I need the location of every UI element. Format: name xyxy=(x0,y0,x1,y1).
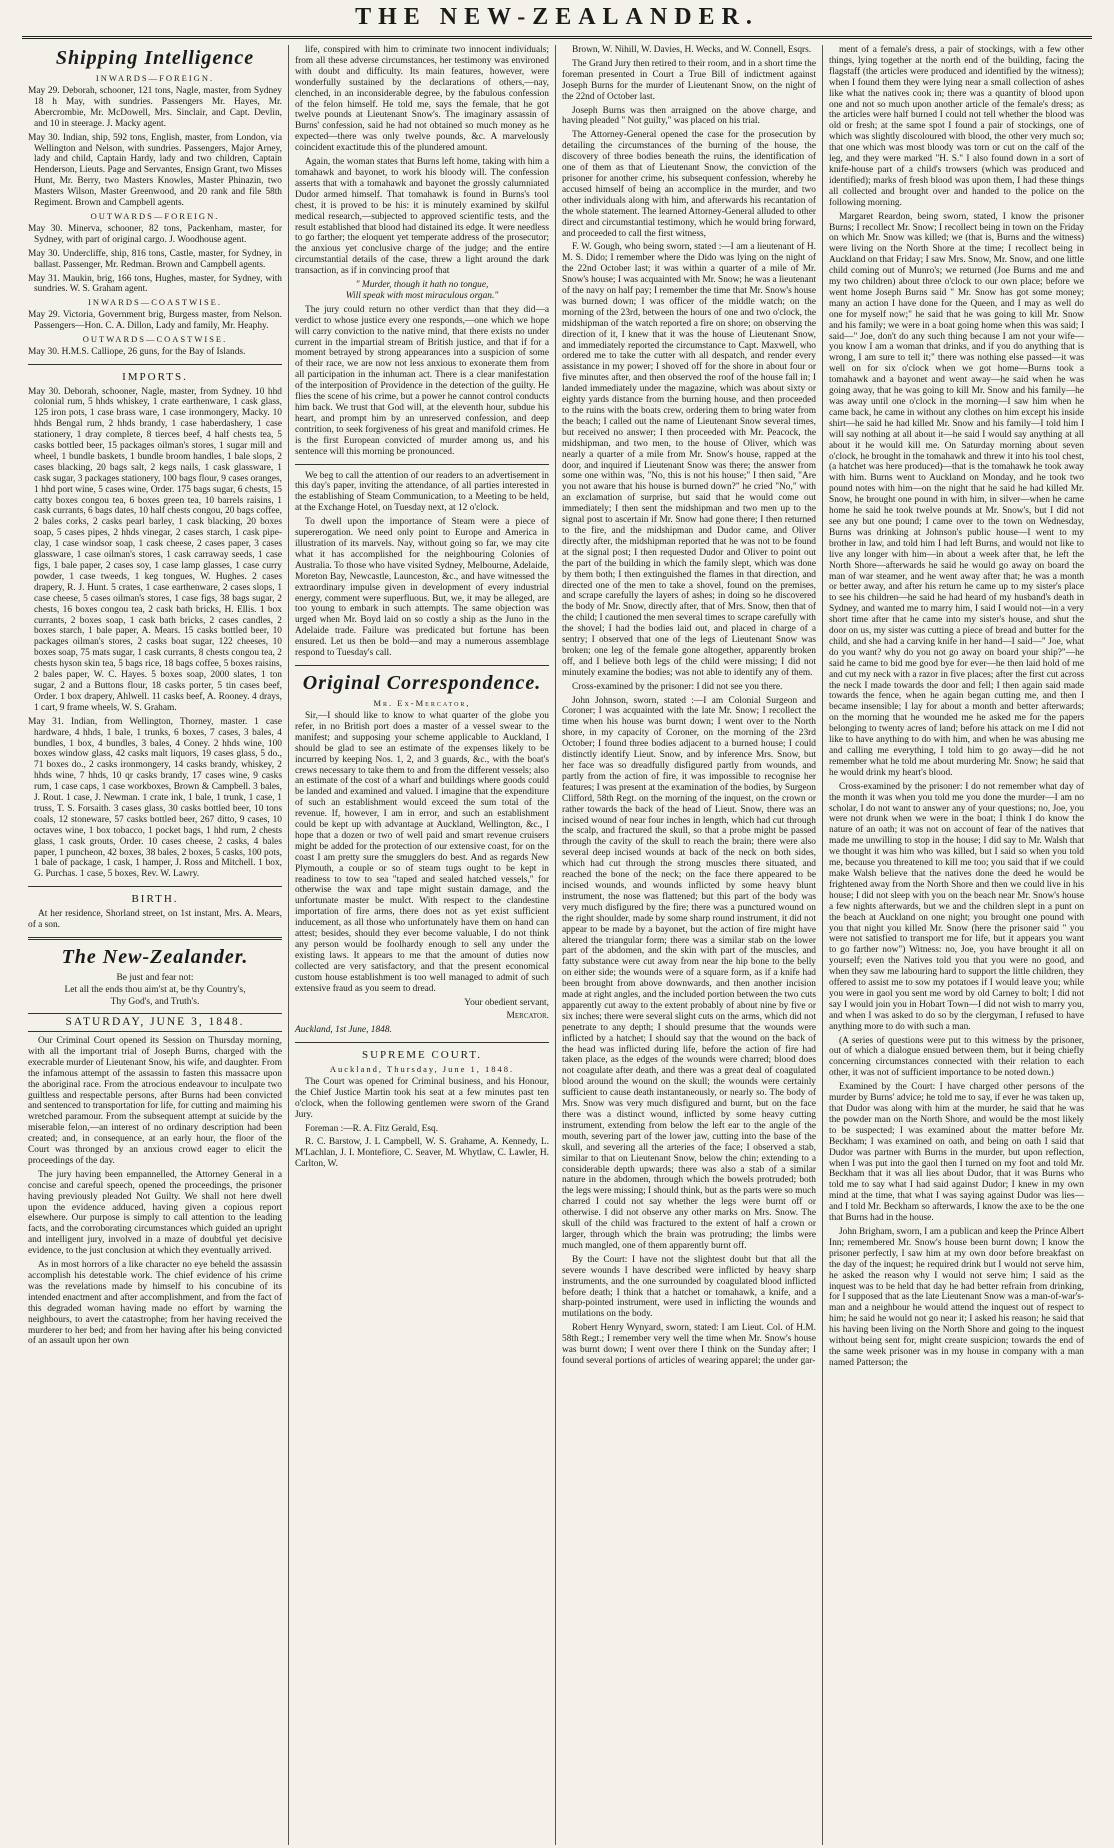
paragraph: May 29. Victoria, Government brig, Burgess master, from Nelson. Passengers—Hon. C. A. Dillon, Lady and family, Mr. Heaphy. xyxy=(28,310,282,332)
paragraph: May 30. Indian, ship, 592 tons, English, master, from London, via Wellington and Nelson, with sundries. Passengers, Major Arney, lady and child, Captain Hardy, lady and two children, Captain Henderson, Lieuts. Page and Servantes, Ensign Grant, two Misses Hunt, Mr. Berry, two Masters Knowles, Master Phinazin, two Masters Wilson, Master Greenwood, and 20 rank and file 58th Regiment. Brown and Campbell agents. xyxy=(28,132,282,209)
column-2 xyxy=(289,45,556,1845)
paragraph: Cross-examined by the prisoner: I did not see you there. xyxy=(572,681,783,692)
paragraph: John Brigham, sworn, I am a publican and keep the Prince Albert Inn; remembered Mr. Snow's house been burnt down; I know the prisoner perfectly, I saw him at my own door before breakfast on the day of the inquest; he required drink but I would not serve him, he asked the reason why I would not serve him; I said as the inquest was to be held that day he had better refrain from drinking, for I supposed that as the late Lieutenant Snow was a man-of-war's-man and a neighbour he would attend the inquest out of respect to him; he said he would not go near it; I asked his reason; he said that his having been living on the North Shore and going to the inquest without being sent for, might create suspicion; towards the end of the same week prisoner was in my house in company with a man named Patterson; the xyxy=(829,1226,1084,1368)
correspondence-date: Auckland, 1st June, 1848. xyxy=(295,1025,392,1036)
verse-line: " Murder, though it hath no tongue, xyxy=(355,280,489,291)
correspondence-close: Your obedient servant, xyxy=(464,997,549,1008)
masthead: THE NEW-ZEALANDER. xyxy=(22,0,1092,39)
court-report xyxy=(562,45,816,1367)
column-4 xyxy=(823,45,1090,1845)
columns xyxy=(22,45,1092,1845)
motto-line: Be just and fear not: xyxy=(116,973,194,984)
paragraph: As in most horrors of a like character no eye beheld the assassin accomplish his detestable work. The chief evidence of his crime was the revelations made by himself to his concubine of its intended enactment and after accomplishment, and from the fact of this degraded woman having made no effort by warning the neighbours, to avert the catastrophe; from her having received the murderer to her bed; and from her having after his being convicted of an assault upon her own xyxy=(28,1260,282,1347)
divider xyxy=(28,886,282,887)
paragraph: May 31. Maukin, brig, 166 tons, Hughes, master, for Sydney, with sundries. W. S. Graham agent. xyxy=(28,273,282,295)
paragraph: May 30. Minerva, schooner, 82 tons, Packenham, master, for Sydney, with part of original cargo. J. Woodhouse agent. xyxy=(28,223,282,245)
birth-notice: At her residence, Shorland street, on 1st instant, Mrs. A. Mears, of a son. xyxy=(28,909,282,930)
imports-head: IMPORTS. xyxy=(122,370,188,383)
divider xyxy=(28,364,282,365)
paragraph: Examined by the Court: I have charged other persons of the murder by Burns' advice; he told me to say, if ever he was taken up, that Dudor was along with him at the murder, he said that he was the powder man on the North Shore, and would be the most likely to be suspected; I was examined about the matter before Mr. Beckham; I was examined on oath, and being on oath I said that Dudor was partner with Burns in the murder, but upon reflection, when I was put into the gaol then I turned on my foot and told Mr. Beckham that it was all lies about Dudor, that it was Burns who told me to say what I had said against Dudor; I knew in my own mind at the time, that what I was saying against Dudor was lies—and I told Mr. Beckham so afterwards, I know the axe to be the one that Burns had in the house. xyxy=(829,1082,1084,1224)
paragraph: The Attorney-General opened the case for the prosecution by detailing the circumstances of the burning of the house, the discovery of three bodies beneath the ruins, the identification of one of them as that of Lieutenant Snow, the conviction of the prisoner for another crime, his subsequent confession, whereby he accused himself of being an accomplice in the murder, and two other individuals along with him, and afterwards his recantation of the whole statement. The learned Attorney-General alluded to other direct and circumstantial testimony, which he would bring forward, and proceeded to call the first witness, xyxy=(562,130,816,239)
paragraph: To dwell upon the importance of Steam were a piece of supererogation. We need only point to Europe and America in illustration of its marvels. Nay, without going so far, we may cite what it has accomplished for the neighbouring Colonies of Australia. To those who have visited Sydney, Melbourne, Adelaide, Moreton Bay, Newcastle, Launceston, &c., and have witnessed the extraordinary impulse given in development of every industrial energy, comment were superfluous. But, we, it may be alleged, are too young to embark in such attempts. The same objection was urged when Mr. Boyd laid on so costly a ship as the Juno in the Adelaide trade. Failure was predicated but fortune has been ensured. Let us then be bold—and may a numerous assemblage respond to Tuesday's call. xyxy=(295,517,549,659)
paragraph: life, conspired with him to criminate two innocent individuals; from all these adverse circumstances, her testimony was environed with doubt and difficulty. Its main features, however, were wonderfully sustained by the declarations of others,—nay, clenched, in an inconsiderable degree, by the fabulous confession of the felon himself. He told me, says the female, that he got twelve pounds at Lieutenant Snow's. The imaginary assassin of Burns' confession, said he had not obtained so much money as he expected—there was only twelve pounds, &c. A marvelously coincident exactitude this of the plundered amount. xyxy=(295,45,549,154)
outwards-foreign-list xyxy=(28,224,282,295)
editorial xyxy=(28,1036,282,1347)
steam-article xyxy=(295,471,549,659)
paragraph: Brown, W. Nihill, W. Davies, H. Wecks, and W. Connell, Esqrs. xyxy=(572,45,812,55)
inwards-coast-list xyxy=(28,310,282,332)
paragraph: May 30. Deborah, schooner, Nagle, master, from Sydney. 10 hhd colonial rum, 5 hhds whiskey, 1 crate earthenware, 1 cask glass, 125 iron pots, 1 case brass ware, 1 case ironmongery, Macky. 10 hhds Bengal rum, 2 hhds brandy, 1 case haberdashery, 1 case stationery, 1 dray complete, 8 tierces beef, 4 half chests tea, 5 casks bottled beer, 15 packages oilman's stores, 1 sugar mill and wheel, 1 bundle baskets, 1 bundle broom handles, 1 bale slops, 2 cases blacking, 20 bags salt, 2 kegs nails, 1 cask glassware, 1 cask sugar, 3 packages stationery, 100 bags flour, 9 cases oranges, 1 hhd port wine, 5 cases wine, Order. 175 bags sugar, 6 chests, 15 catty boxes congou tea, 6 boxes green tea, 10 barrels raisins, 1 cask currants, 6 bags dates, 10 half chests congou, 20 bags coffee, 2 bales corks, 2 casks pearl barley, 1 cask blacking, 20 boxes soap, 5 cases pipes, 2 hhds vinegar, 2 cases starch, 1 cask pipe-clay, 1 case windsor soap, 1 cask cheese, 2 cases paper, 3 cases glassware, 1 case oilman's stores, 1 cask carraway seeds, 1 case figs, 1 bale paper, 2 cases soy, 1 case lamp glasses, 1 case curry powder, 1 case tweeds, 1 keg tongues, W. Hughes. 2 cases drapery, R. J. Hunt. 5 crates, 1 case earthenware, 2 cases slops, 1 case cheese, 5 cases oilman's stores, 1 case figs, 38 bags sugar, 2 chests, 16 boxes congou tea, 2 cask bath bricks, H. Ellis. 1 box currants, 2 boxes soap, 1 cask bath bricks, 2 cases candles, 2 boxes starch, 1 bale paper, A. Mears. 15 casks bottled beer, 10 packages oilman's stores, 2 casks boat sugar, 122 cheeses, 10 boxes soap, 75 mats sugar, 1 cask currants, 8 chests congou tea, 2 chests hyson skin tea, 5 bags rice, 18 bags coffee, 5 boxes raisins, 2 bales paper, W. C. Hayes. 5 boxes soap, 2000 slates, 1 ton sugar, 2 and a Buttons flour, 18 casks porter, 5 tin cases beef, Order. 1 box drapery, Ahlwell. 11 casks beef, A. Rooney. 4 drays, 1 cart, 9 frame wheels, W. S. Graham. xyxy=(28,386,282,713)
imports-list xyxy=(28,387,282,881)
verse-line: Will speak with most miraculous organ." xyxy=(345,290,499,301)
divider xyxy=(295,665,549,666)
paragraph: Sir,—I should like to know to what quarter of the globe you refer, in no British port does a master of a vessel swear to the manifest; and supposing your scheme applicable to Auckland, I should be glad to see an estimate of the expenses likely to be incurred by keeping Nos. 1, 2, and 3 guards, &c., with the boat's crews necessary to take them to and from the different vessels; also an estimate of the cost of a wharf and buildings where goods could be landed and examined and valued. I imagine that the expenditure of such an establishment would exceed the sum total of the revenue. If, however, I am in error, and such an establishment could be kept up with advantage at Auckland, Wellington, &c., I hope that a dozen or two of well paid and smart revenue cruisers might be added for the protection of our extensive coast, for on the coast I am pretty sure the smugglers do best. And as regards New Plymouth, a couple or so of steam tugs ought to be kept in readiness to tow to sea "taped and sealed hatched vessels," for otherwise the wax and tape might sustain damage, and the unfortunate master be mulct. With respect to the clandestine importation of fire arms, there does not as yet exist sufficient inducement, as all those who unfortunately have them on hand can attest; besides, should they ever become valuable, I do not think any person would be foolhardy enough to sell any under the existing laws. It appears to me that the amount of duties now collected are very satisfactory, and that the present economical custom house establishment is too well managed to admit of such extensive fraud as you seem to dread. xyxy=(295,710,549,994)
column-3 xyxy=(556,45,823,1845)
paragraph: The Grand Jury then retired to their room, and in a short time the foreman presented in Court a True Bill of indictment against Joseph Burns for the murder of Lieutenant Snow, on the night of the 22nd of October last. xyxy=(562,58,816,102)
paragraph: Robert Henry Wynyard, sworn, stated: I am Lieut. Col. of H.M. 58th Regt.; I remember very well the time when Mr. Snow's house was burnt down; I went over there I think on the Sunday after; I found several portions of articles of wearing apparel; the under gar- xyxy=(562,1323,816,1366)
paragraph: The Court was opened for Criminal business, and his Honour, the Chief Justice Martin took his seat at a few minutes past ten o'clock, when the following gentlemen were sworn of the Grand Jury. xyxy=(295,1076,549,1120)
correspondence-body xyxy=(295,711,549,995)
court-title: SUPREME COURT. xyxy=(361,1049,483,1062)
editorial-continued xyxy=(295,45,549,277)
outwards-foreign-head: OUTWARDS—FOREIGN. xyxy=(90,211,220,222)
court-report-continued xyxy=(829,45,1084,1369)
paragraph: May 31. Indian, from Wellington, Thorney, master. 1 case hardware, 4 hhds, 1 bale, 1 trunks, 6 boxes, 7 cases, 3 bales, 4 bundles, 1 box, 4 bundles, 3 bales, 4 Coney. 2 hhds wine, 100 boxes window glass, 42 casks malt liquors, 19 cases glass, 5 do., 71 boxes do., 2 casks ironmongery, 14 casks brandy, whiskey, 2 hhds wine, 7 hhds, 10 qr casks brandy, 17 cases wine, 9 casks rum, 1 case caps, 1 case workboxes, Brown & Campbell. 3 bales, J. Rout. 1 case, J. Newman. 1 crate ink, 1 bale, 1 trunk, 1 case, 1 truss, T. S. Forsaith. 3 cases glass, 30 casks bottled beer, 10 tons coals, 12 stoneware, 57 casks bottled beer, 267 ditto, 9 cases, 10 octaves wine, 1 box tobacco, 1 pocket bags, 1 hhd rum, 2 chests glass, 1 cask grouts, Order. 10 cases cheese, 2 casks, 4 bales paper, 1 puncheon, 42 boxes, 38 bales, 2 boxes, 5 casks, 100 pots, 1 bale of package, 1 cask, 1 hamper, J. Ross and Mitchell. 1 box, G. Purchas. 1 case, 5 boxes, Rev. W. Lawry. xyxy=(28,716,282,880)
paragraph: May 30. Undercliffe, ship, 816 tons, Castle, master, for Sydney, in ballast. Passenger, Mr. Redman. Brown and Campbell agents. xyxy=(28,248,282,270)
correspondence-signature: Mercator. xyxy=(506,1011,549,1022)
paragraph: Again, the woman states that Burns left home, taking with him a tomahawk and bayonet, to work his bloody will. The confession asserts that with a tomahawk and bayonet the grossly calumniated Dudor armed himself. That tomahawk is found in Burns's tool chest, it is proved to be his: it is minutely examined by skilful medical research,—subjected to approved scientific tests, and the result established that blood had distained its edge. It were needless to go farther; the eloquent yet temperate address of the prosecutor; the anxious yet conclusive charge of the judge; and the entire circumstantial details of the case, threw a light around the dark transaction, as if in convincing proof that xyxy=(295,157,549,277)
shipping-title: Shipping Intelligence xyxy=(55,47,255,69)
divider xyxy=(295,1042,549,1043)
outwards-coast-head: OUTWARDS—COASTWISE. xyxy=(82,333,228,344)
paragraph: We beg to call the attention of our readers to an advertisement in this day's paper, inviting the attendance, of all parties interested in the establishing of Steam Communication, to a Meeting to be held, at the Exchange Hotel, on Tuesday next, at 12 o'clock. xyxy=(295,470,549,514)
column-1 xyxy=(22,45,289,1845)
correspondence-title: Original Correspondence. xyxy=(302,671,542,694)
paragraph: John Johnson, sworn, stated :—I am Colonial Surgeon and Coroner; I was acquainted with the late Mr. Snow; I recollect the time when his house was burnt down; I went over to the North shore, in my capacity of Coroner, on the morning of the 23rd October; I found three bodies adjacent to a burned house; I could distinctly identify Lieut. Snow, and by inference Mrs. Snow, but her face was so dreadfully disfigured partly from wounds, and partly from the action of fire, it was impossible to recognise her features; I was present at the examination of the bodies, by Surgeon Clifford, 58th Regt. on the morning of the inquest, on the crown or rather towards the back of the head of Lieut. Snow, there was an incised wound of near four inches in length, which had cut through the scalp, and fractured the skull, so that a probe might be passed through the cavity of the skull to reach the brain; there were also several deep incised wounds at back of the neck on both sides, which had cut through the strong muscles there situated, and reached the bone of the neck; on the face there appeared to be incised wounds, and wounds inflicted by some heavy blunt instrument, the nose was flattened; but this part of the body was very much disfigured by the fire; there was a punctured wound on the right shoulder, made by some sharp round instrument, it did not appear to be made by a bayonet, but the action of fire might have altered the triangular form; there was a similar stab on the lower part of the abdomen, and the skin with part of the muscles, and fatty substance were cut away from near the hip bone to the belly on either side; the wounds were of a square form, as if a knife had been brought from above downwards, and then another incision made at right angles, and the included portion between the two cuts apparently cut away to the extent probably of about nine by five or six inches; there were several slight cuts on the arms, which did not penetrate to any depth; I should presume that the wounds were inflicted by a hatchet; I should say that the wound on the back of the head was inflicted during life, before the action of fire had taken place, as the edges of the wounds were charred; blood does not coagulate after death, and there was a great deal of coagulated blood around the wound on the skull; the wounds were certainly sufficient to cause death instantaneously, or nearly so. The body of Mrs. Snow was very much disfigured and burnt, but on the face there was a distinct wound, inflicted by some heavy cutting instrument, extending from below the left ear to the angle of the mouth, severing part of the lower jaw, cutting into the base of the skull, and severing all the arteries of the face; I observed a stab, similar to that on Lieutenant Snow, below the chin; extending to a considerable depth upwards; there was also a stab of a similar nature in the abdomen, through which the bowels protruded; both the legs were missing; I should think, but as the parts were so much charred I could not say whether the legs were burnt off or otherwise. I did not observe any other marks on Mrs. Snow. The skull of the child was fractured to the extent of half a crown or larger, through which the brain was protruding; the limbs were much mangled, one of them apparently burnt off. xyxy=(562,695,816,1251)
birth-head: BIRTH. xyxy=(131,893,179,906)
court-dateline: Auckland, Thursday, June 1, 1848. xyxy=(329,1064,515,1075)
paragraph: The jury having been empannelled, the Attorney General in a concise and careful speech, opened the proceedings, the prisoner having previously pleaded Not Guilty. We shall not here dwell upon the evidence adduced, having given a copious report elsewhere. Our purpose is simply to call attention to the leading facts, and the corroborating circumstances which guided an upright and intelligent jury, involved in a maze of doubtful yet decisive evidence, to the just conclusion at which they eventually arrived. xyxy=(28,1169,282,1257)
inwards-foreign-list xyxy=(28,86,282,209)
paragraph: The jury could return no other verdict than that they did—a verdict to whose justice every one responds,—one which we hope will carry conviction to the native mind, that there exists no under current in the impartial stream of British justice, and that if for a moment betrayed by strong appearances into a suspicion of some of their race, we are now not less anxious to exonerate them from all participation in the inhuman act. There is a clear manifestation of the interposition of Providence in the detection of the guilty. He flies the scene of his crime, but a power he cannot control conducts him back. We trust that God will, at the eleventh hour, subdue his heart, and prompt him by an unreserved confession, and deep contrition, to seek forgiveness of his great and manifold crimes. He is the first European convicted of murder among us, and his sentence will this morning be pronounced. xyxy=(295,304,549,457)
paragraph: By the Court: I have not the slightest doubt but that all the severe wounds I have described were inflicted by heavy sharp instruments, and the one surrounded by coagulated blood inflicted before death; I think that a hatchet or tomahawk, a knife, and a sharp-pointed instrument, were used in inflicting the wounds and mutilations on the body. xyxy=(562,1254,816,1320)
outwards-coast-list xyxy=(28,347,282,358)
correspondence-salutation: Mr. Ex-Mercator, xyxy=(373,698,471,709)
paragraph: F. W. Gough, who being sworn, stated :—I am a lieutenant of H. M. S. Dido; I remember where the Dido was lying on the night of the 22nd October last; it was within a quarter of a mile of Mr. Snow's house; I was acquainted with Mr. Snow; he was a lieutenant of the navy on half pay; I remember the time that Mr. Snow's house was burned down; I was officer of the middle watch; on the morning of the 23rd, between the hours of one and two o'clock, the midshipman of the watch reported a fire on shore; on observing the direction of it, I knew that it was the house of Lieutenant Snow, and immediately reported the circumstance to Capt. Maxwell, who ordered me to take the cutter with all despatch, and render every assistance in my power; I shoved off for the shore in about four or five minutes after, and then observed the roof of the house fall in; I landed immediately under the magazine, which was about sixty or eighty yards distance from the burning house, and then proceeded to the ruins with the boats crew, ordering them to bring water from the beach; I called out the name of Lieutenant Snow several times, but received no answer; I then proceeded with Mr. Peacock, the midshipman, and two men, to the house of Oliver, which was nearly a quarter of a mile from Mr. Snow's house, rapped at the door, and inquired if Lieutenant Snow was there; the answer from some one within was, "No, this is not his house;" I then said, "Are you not aware that his house is burned down?" he cried "No," with an exclamation of surprise, but said that he would come out immediately; I then sent the midshipman and two men up to the signal post to ascertain if Mr. Snow had gone there; I then returned to the fire, and the midshipman and Dudor came, and Oliver directly after, the midshipman reported that he was not to be found at the signal post; I then requested Dudor and Oliver to point out the part of the building in which the family slept, which was done by them both; I then extinguished the flames in that direction, and directed one of the men to take a shovel, found on the premises, and scrape carefully the layers of ashes; in doing so he discovered the body of Mr. Snow, directly after, that of Mrs. Snow, then that of the child; I cautioned the men several times to scrape carefully with the shovel; I had the bodies laid out, and placed in charge of a sentry; I observed that one of the legs of Lieutenant Snow was broken; one leg of the female gone altogether, apparently broken off, and I believe both legs of the child were missing; I did not minutely examine the bodies; was not able to identify any of them. xyxy=(562,242,816,678)
paragraph: R. C. Barstow, J. L Campbell, W. S. Grahame, A. Kennedy, L. M'Lachlan, J. I. Montefiore, C. Seaver, M. Whytlaw, C. Lawler, H. Carlton, W. xyxy=(295,1137,549,1170)
inwards-coast-head: INWARDS—COASTWISE. xyxy=(88,297,222,308)
paragraph: Margaret Reardon, being sworn, stated, I know the prisoner Burns; I recollect Mr. Snow; I recollect being in town on the Friday on which Mr. Snow was killed; we (that is, Burns and the witness) were living on the North Shore at the time; I recollect being in Auckland on that Friday; I saw Mrs. Snow, Mr. Snow, and one little child coming out of Munro's; we returned (Joe Burns and me and my two children) about three o'clock to our own place; before we went home Joseph Burns said " Mr. Snow has got some money; many an action I have done for the Queen, and I may as well do one for myself now;" he said that he was going to kill Mr. Snow and his family; we were in a boat going home when this was said; I said—" Joe, don't do any such thing because I am not your wife—you know I am a woman that drinks, and if you do anything that is wrong, I am sure to tell it;" there was nothing else passed—it was well on for six o'clock when we got home—Burns took a tomahawk and a bayonet and went away—he said when he was going away, that he was going to kill Mr. Snow and his family—he was away until one o'clock in the morning—I saw him when he came back, he came in without any clothes on him except his inside shirt—he said he had killed Mr. Snow and his family—I told him I will say nothing at all about it—he said I would say anything at all about it he would kill me. On Saturday morning about seven o'clock, he brought in the tomahawk and threw it into his tool chest, (a hatchet was here produced)—that is the tomahawk he took away with him. Burns went to Auckland on Monday, and he took two pound notes with him—on the night that he said he had killed Mr. Snow, he brought one pound in with him, in silver—when he came home he said he took twelve pounds at Mr. Snow's, but I did not see any but one pound; I came over to the town on Wednesday, Burns was drinking at Johnson's public house—I went to my brother in law, and told him I had left Burns, and would not like to live any longer with him—in about a week after that, he left the North Shore—afterwards he said he would go away on board the man of war steamer, and he went away after that; he was a month or better away, and after his return he came up to my sister's place to see his children—he said he had heard of my husband's death in Sydney, and wanted me to marry him, I said I would not—in a very short time after that he came into my sister's house, and shut the door on us, my sister was cutting a piece of bread and butter for the child, and she had a carving knife in her hand—I said—" Joe, what do you want? why do you not go away on board your ship?"—he said he came to bid me good bye for ever—he then laid hold of me and cut my neck with a razor in five places; after the first cut across the neck I made towards the door and fell; I then again said made towards the fence, when he again began cutting me, and then I became insensible; I lay for about a month and better afterwards; on the morning that he wounded me he asked me for the papers belonging to twenty acres of land; before his attack on me I did not like to have anything to do with him, and when he was abusing me and calling me everything, I told him to go away—did he not remember what he told me about murdering Mr. Snow; he said that he would drink my heart's blood. xyxy=(829,211,1084,778)
paragraph: Cross-examined by the prisoner: I do not remember what day of the month it was when you told me you done the murder—I am no scholar, I do not want to answer any of your questions; no, Joe, you were not drunk when we were in the boat; I think I do know the nature of an oath; it was not on account of fear of the natives that made me unwilling to stop in the house; I did say to Mr. Walsh that we thought it was him who was killed, but I said so when you told me, because you threatened to kill me too; you said that if we could make Walsh believe that the natives done the deed he would be frightened away from the North Shore and then we could live in his house; I did not sleep with you on the beach near Mr. Snow's house a few nights afterwards, but we and the children slept in a punt on the beach at Auckland on one night; you brought one pound with you that night you killed Mr. Snow (here the prisoner said " you were not satisfied to transport me for life, but it appears you want to go farther now") Witness: no, Joe, you have brought it all on yourself; even the Natives told you that you were no good, and when they saw me labouring hard to support the little children, they offered to assist me to sow my potatoes if I would leave you; while you were in gaol you sent me word by old Carney to bolt; I did not say I would join you in Hobart Town—I did not wish to marry you, and when I was asked to do so by the clergyman, I refused to have anything more to do with such a man. xyxy=(829,781,1084,1032)
motto-line: Let all the ends thou aim'st at, be thy Country's, xyxy=(64,984,246,995)
dateline: SATURDAY, JUNE 3, 1848. xyxy=(28,1013,282,1032)
inwards-foreign-head: INWARDS—FOREIGN. xyxy=(95,73,215,84)
motto xyxy=(28,973,282,1009)
court-intro xyxy=(295,1077,549,1170)
paragraph: Joseph Burns was then arraigned on the above charge, and having pleaded " Not guilty," was placed on his trial. xyxy=(562,105,816,127)
paragraph: Foreman :—R. A. Fitz Gerald, Esq. xyxy=(305,1123,439,1134)
paragraph: ment of a female's dress, a pair of stockings, with a few other things, lying together at the north end of the building, facing the flagstaff (the articles were produced and identified by the witness); when I found them they were lying near a small collection of ashes like what the natives cook in; there was a quantity of blood upon one and not so much upon another article of the female's dress; as the articles were half burned I could not tell whether the blood was old or fresh; at the same spot I found a pair of stockings, one of which was slightly discoloured with blood, the other very much so; that one which was most bloody was torn or cut on the calf of the leg, and they were marked "H. S." I also found down in a sort of knife-house part of a child's trowsers (which was produced and identified); marks of fresh blood was upon them, I had these things all collected and brought over and handed to the police on the following morning. xyxy=(829,45,1084,208)
verse-quote xyxy=(295,280,549,302)
paragraph: Our Criminal Court opened its Session on Thursday morning, with all the important trial of Joseph Burns, charged with the execrable murder of Lieutenant Snow, his wife, and daughter. From the infamous attempt of the assassin to fasten this massacre upon the aboriginal race. From the atrocious endeavour to inculpate two guiltless and respectable persons, after Burns had been convicted and sentenced to transportation for life, for cutting and maiming his wretched paramour. From the subsequent attempt at suicide by the miserable felon,—an interest of no ordinary description had been created; and, in consequence, at an early hour, the floor of the Court was thronged by an anxious crowd eager to elicit the proceedings of the day. xyxy=(28,1035,282,1166)
paragraph: (A series of questions were put to this witness by the prisoner, out of which a dialogue ensued between them, but it being chiefly concerning circumstances connected with their relation to each other, it was not of sufficient importance to be noted down.) xyxy=(829,1035,1084,1079)
paragraph: May 29. Deborah, schooner, 121 tons, Nagle, master, from Sydney 18 h May, with sundries. Passengers Mr. Hayes, Mr. Abercrombie, Mr. McDowell, Mrs. Sinclair, and Capt. Devlin, and 10 in steerage. J. Macky agent. xyxy=(28,86,282,129)
editorial-end xyxy=(295,305,549,458)
paragraph: May 30. H.M.S. Calliope, 26 guns, for the Bay of Islands. xyxy=(28,346,246,357)
paper-title: The New-Zealander. xyxy=(61,945,249,968)
divider xyxy=(295,464,549,465)
motto-line: Thy God's, and Truth's. xyxy=(110,996,200,1007)
divider xyxy=(28,937,282,940)
